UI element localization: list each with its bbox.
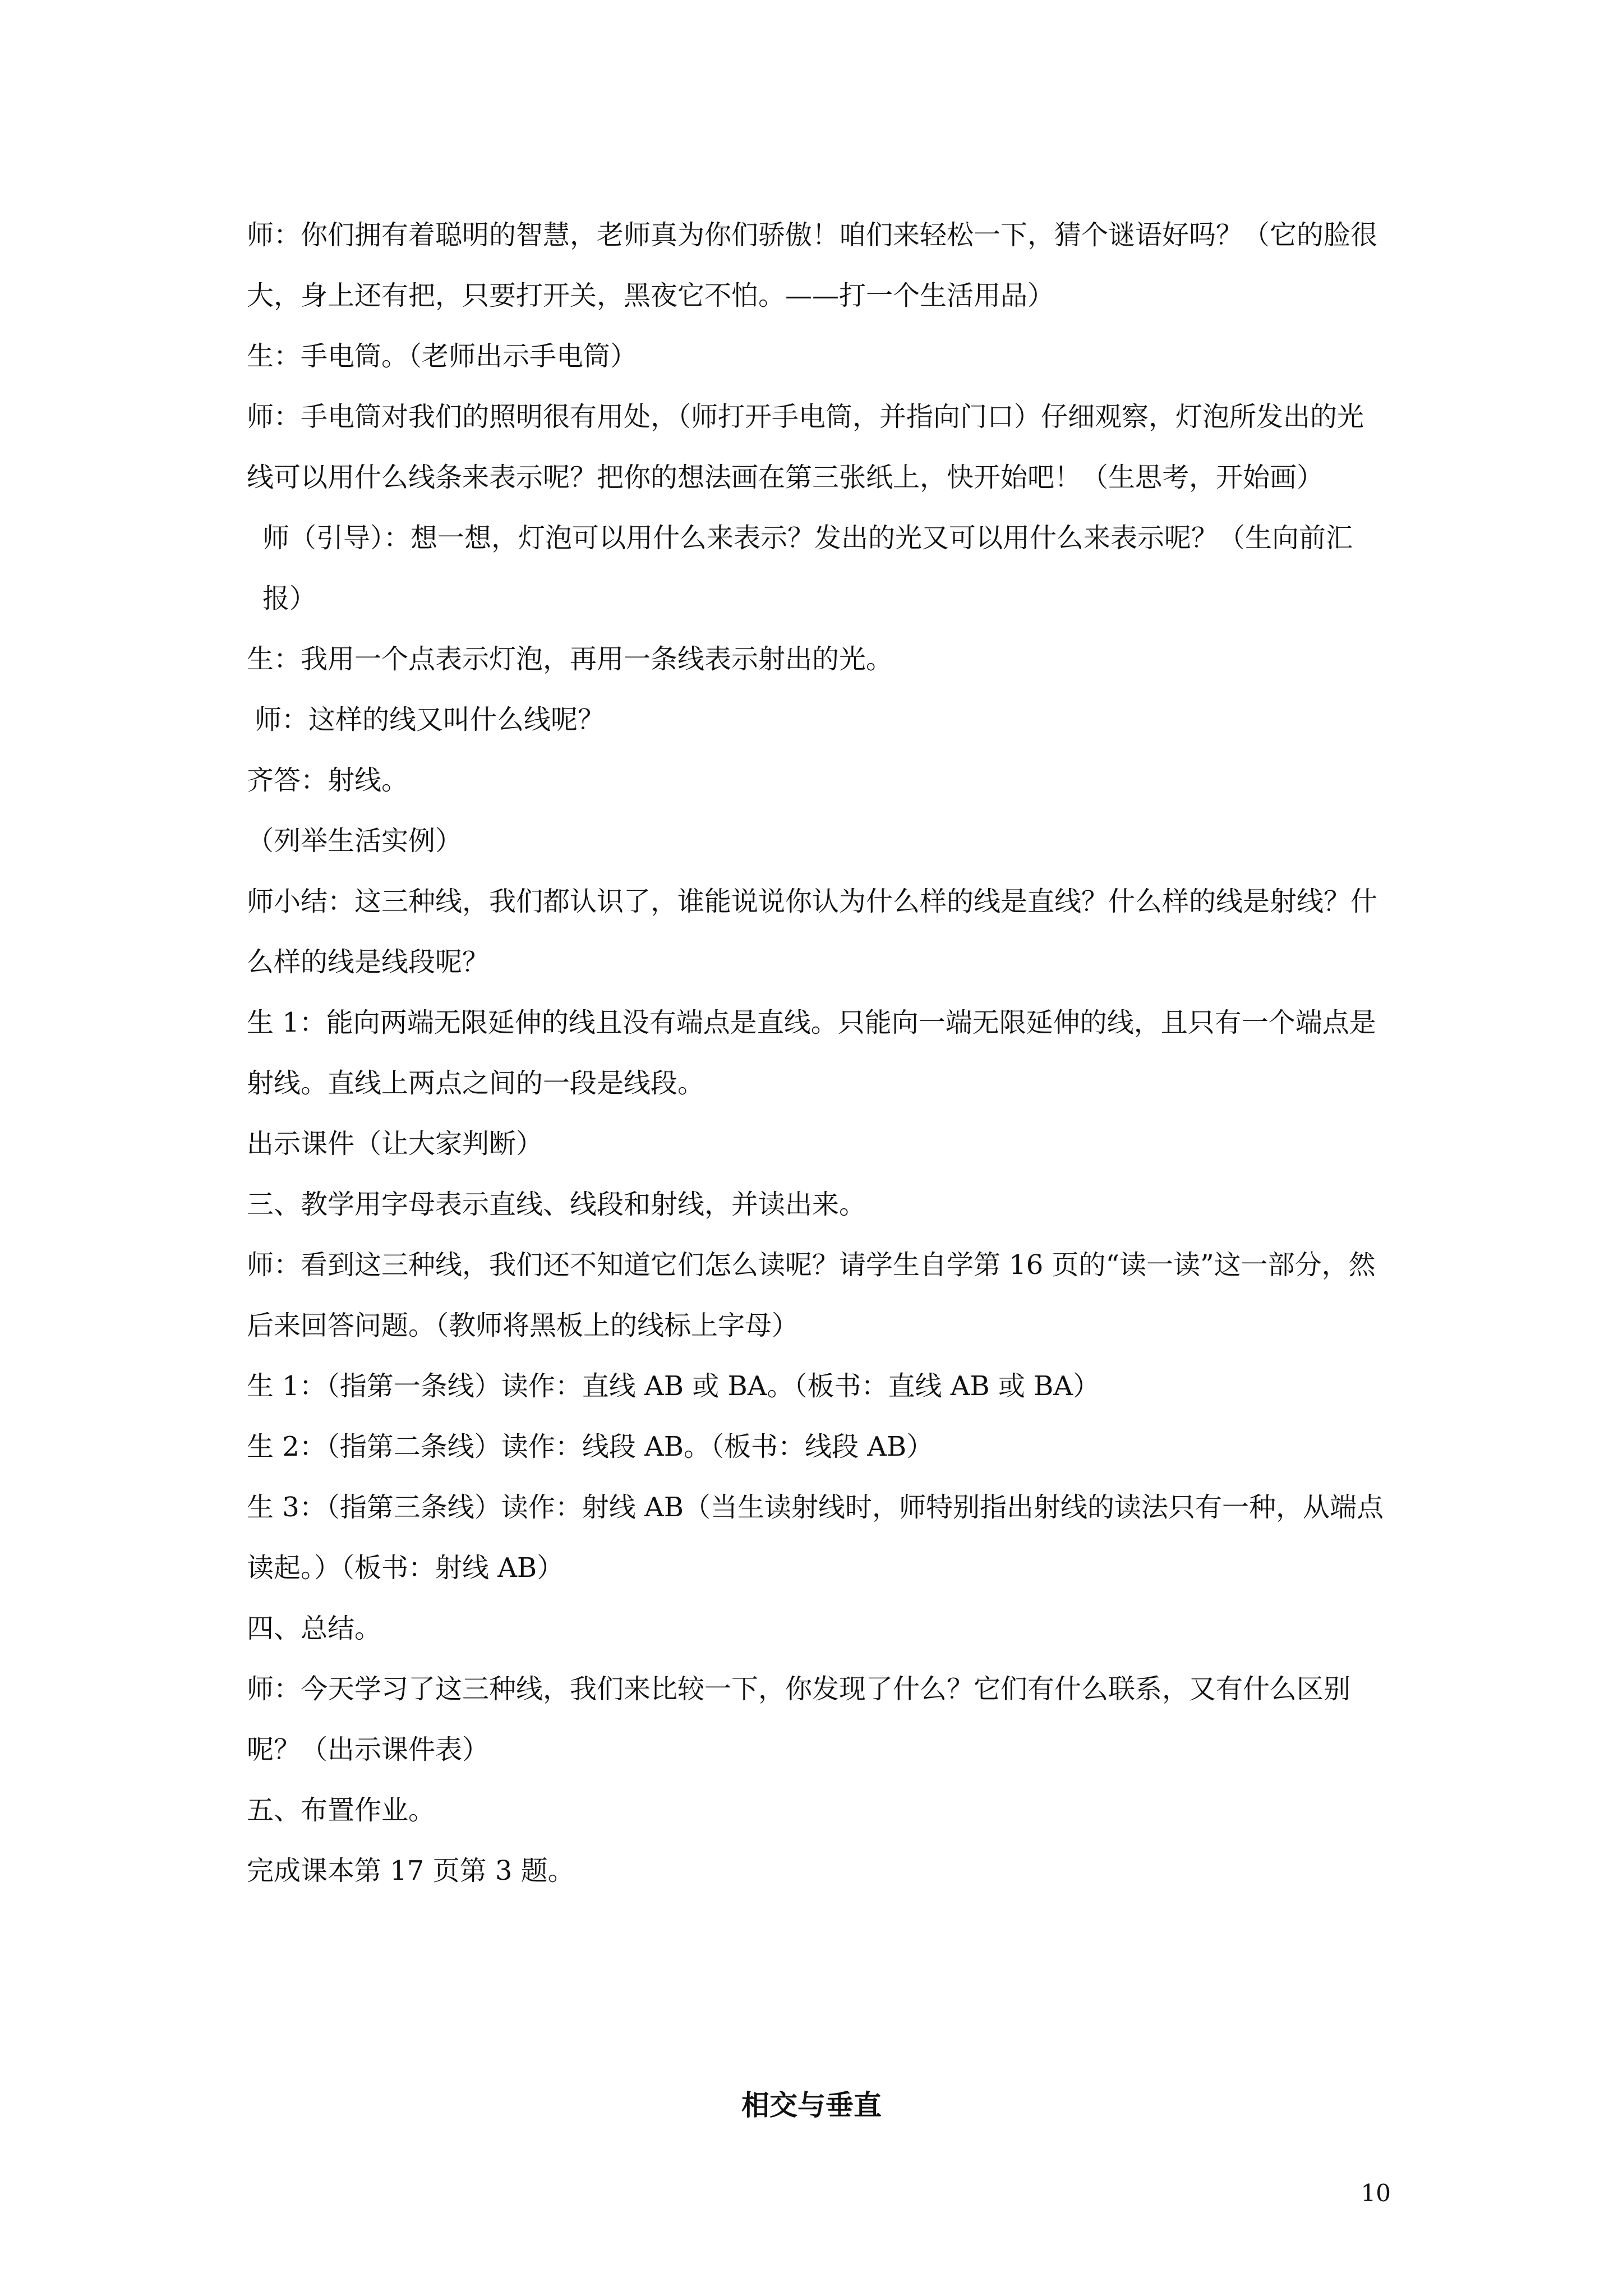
paragraph-student1-definitions: 生 1：能向两端无限延伸的线且没有端点是直线。只能向一端无限延伸的线，且只有一个端点是射线。直线上两点之间的一段是线段。 [247, 1007, 1376, 1099]
next-section-title: 相交与垂直 [741, 2088, 882, 2122]
paragraph-homework: 完成课本第 17 页第 3 题。 [247, 1855, 575, 1887]
paragraph-show-courseware: 出示课件（让大家判断） [247, 1128, 543, 1159]
paragraph-teacher-summary: 师小结：这三种线，我们都认识了，谁能说说你认为什么样的线是直线？什么样的线是射线？什么样的线是线段呢？ [247, 886, 1378, 978]
paragraph-compare: 师：今天学习了这三种线，我们来比较一下，你发现了什么？它们有什么联系，又有什么区别呢？（出示课件表） [247, 1673, 1351, 1765]
paragraph-observe-light: 师：手电筒对我们的照明很有用处，（师打开手电筒，并指向门口）仔细观察，灯泡所发出的光线可以用什么线条来表示呢？把你的想法画在第三张纸上，快开始吧！（生思考，开始画） [247, 401, 1364, 493]
paragraph-read-self-study: 师：看到这三种线，我们还不知道它们怎么读呢？请学生自学第 16 页的“读一读”这一部分，然后来回答问题。（教师将黑板上的线标上字母） [247, 1249, 1376, 1341]
section-three-heading: 三、教学用字母表示直线、线段和射线，并读出来。 [247, 1189, 866, 1220]
paragraph-riddle: 师：你们拥有着聪明的智慧，老师真为你们骄傲！咱们来轻松一下，猜个谜语好吗？（它的脸很大，身上还有把，只要打开关，黑夜它不怕。——打一个生活用品） [247, 219, 1378, 311]
paragraph-answer-flashlight: 生：手电筒。（老师出示手电筒） [247, 341, 638, 372]
paragraph-student1-line: 生 1：（指第一条线）读作：直线 AB 或 BA。（板书：直线 AB 或 BA） [247, 1370, 1100, 1402]
section-four-heading: 四、总结。 [247, 1613, 382, 1644]
paragraph-student-point: 生：我用一个点表示灯泡，再用一条线表示射出的光。 [247, 643, 893, 675]
paragraph-teacher-question: 师：这样的线又叫什么线呢？ [255, 704, 605, 735]
section-five-heading: 五、布置作业。 [247, 1795, 436, 1826]
paragraph-life-examples: （列举生活实例） [247, 825, 463, 857]
page-number: 10 [1361, 2179, 1391, 2207]
paragraph-student2-segment: 生 2：（指第二条线）读作：线段 AB。（板书：线段 AB） [247, 1431, 934, 1462]
lesson-body [247, 205, 1385, 1901]
paragraph-chorus-answer: 齐答：射线。 [247, 765, 409, 796]
paragraph-teacher-guide: 师（引导）：想一想，灯泡可以用什么来表示？发出的光又可以用什么来表示呢？（生向前汇报） [262, 522, 1353, 614]
paragraph-student3-ray: 生 3：（指第三条线）读作：射线 AB（当生读射线时，师特别指出射线的读法只有一种，从端点读起。）（板书：射线 AB） [247, 1492, 1384, 1584]
